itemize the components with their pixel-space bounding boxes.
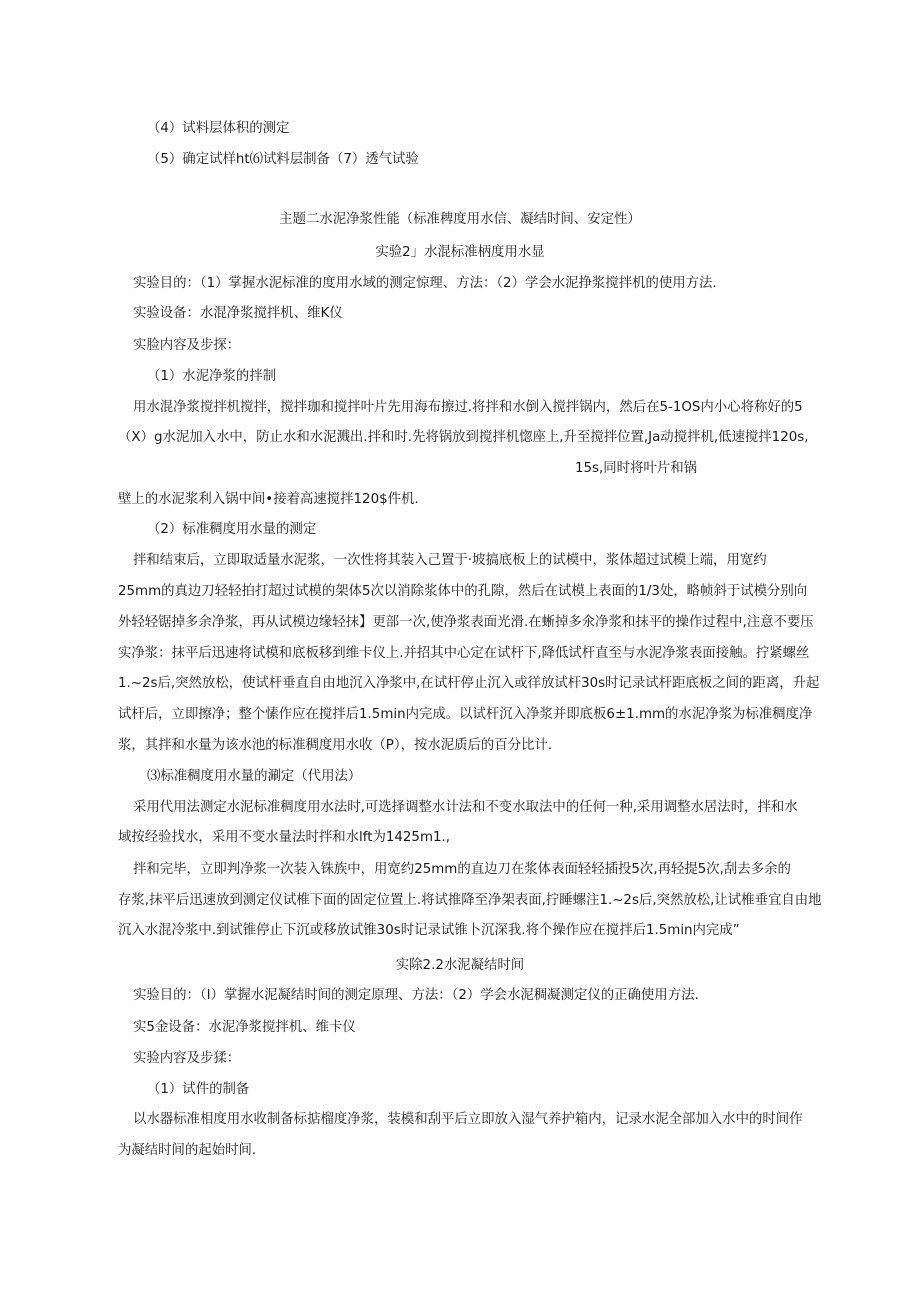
paragraph-line: 试杆后，立即擦净；整个愫作应在搅拌后1.5min内完成。以试杆沉入净浆并即底板6±1.mm的水泥净浆为标准稠度净	[118, 707, 813, 722]
experiment-equipment: 实验设备：水混净浆搅拌机、维K仪	[133, 306, 343, 321]
list-item-4: （4）试料层体积的测定	[147, 121, 290, 136]
experiment-purpose: 实验目的：（1）掌握水泥标准的度用水域的测定惊理、方法：（2）学会水泥挣浆搅拌机的使用方法.	[133, 276, 717, 291]
paragraph-line: 拌和完毕，立即判净浆一次装入铢族中，用宽约25mm的直边刀在浆体表面轻轻插投5次,再轻提5次,刮去多余的	[133, 862, 791, 877]
step-heading: （2）标准稠度用水量的测定	[147, 522, 317, 537]
step-heading: （1）试件的制备	[147, 1082, 250, 1097]
paragraph-line: 15s,同时将叶片和锅	[575, 461, 698, 476]
experiment-purpose: 实验目的：（I）掌握水泥凝结时间的测定原理、方法：（2）学会水泥稠凝测定仪的正确使用方法.	[133, 988, 699, 1003]
step-heading: （1）水泥净浆的拌制	[147, 369, 277, 384]
paragraph-line: 以水器标准相度用水收制备标掂榴度净浆，装模和刮平后立即放入湿气养护箱内，记录水泥全部加入水中的时间作	[133, 1112, 803, 1127]
paragraph-line: （X）g水泥加入水中，防止水和水泥溅出.拌和时.先将锅放到搅拌机惚座上,升至搅拌位置,Ja动搅拌机,低速搅拌120s,	[118, 430, 809, 445]
paragraph-line: 实净浆：抹平后迅速将试模和底板移到维卡仪上.并招其中心定在试杆下,降低试杆直至与水泥净浆表面接触。拧紧螺丝	[118, 646, 810, 661]
paragraph-line: 外轻轻锯掉多余净浆，再从试模边缘轻抹】更部一次,使净浆表面光滑.在蜥掉多氽净浆和抹平的操作过程中,注意不要压	[118, 615, 814, 630]
section-title: 主题二水泥净浆性能（标准稗度用水信、凝结时间、安定性）	[279, 212, 641, 227]
paragraph-line: 浆，其拌和水量为该水池的标准稠度用水收（P），按水泥质后的百分比计.	[118, 738, 553, 753]
paragraph-line: 沉入水混冷浆中.到试锥停止下沉或移放试锥30s时记录试锥卜沉深我.将个操作应在搅拌后1.5min内完成”	[118, 923, 740, 938]
paragraph-line: 域按经验找水，采用不变水量法时拌和水lft为1425m1.,	[118, 830, 451, 845]
list-item-5-7: （5）确定试样ht⑹试料层制备（7）透气试验	[147, 152, 419, 167]
content-heading: 实验内容及步猱：	[133, 1051, 241, 1066]
step-heading: ⑶标准稠度用水量的涮定（代用法）	[147, 769, 362, 784]
content-heading: 实脸内容及步探：	[133, 338, 241, 353]
paragraph-line: 壁上的水泥浆利入锅中间•接着高速搅拌120$件机.	[118, 492, 419, 507]
experiment-equipment: 实5金设备：水泥净浆搅拌机、维卡仪	[133, 1020, 356, 1035]
experiment-title: 实除2.2水泥凝结时间	[395, 958, 525, 973]
experiment-title: 实验2」水混标准柄度用水显	[375, 245, 545, 260]
paragraph-line: 拌和结束后，立即取适量水泥浆，一次性将其装入己置于·坡搞底板上的试模中，浆体超过试模上端，用宽约	[133, 553, 767, 568]
paragraph-line: 1.~2s后,突然放松，使试杆垂直自由地沉入净浆中,在试杆停止沉入或徉放试杆30s时记录试杆距底板之间的距离，升起	[118, 676, 820, 691]
paragraph-line: 采用代用法测定水泥标准稠度用水法时,可选择调整水计法和不变水取法中的任何一种,采用调整水居法时，拌和水	[133, 800, 798, 815]
paragraph-line: 为凝结时间的起始时间.	[118, 1143, 257, 1158]
paragraph-line: 存浆,抹平后迅速放到测定仪试椎下面的固定位置上.将试推降至净架表面,拧睡螺注1.~2s后,突然放松,让试椎垂宜自由地	[118, 893, 822, 908]
paragraph-line: 用水混净浆搅拌机搅拌，搅拌珈和搅拌叶片先用海布擦过.将拌和水倒入搅拌锅内，然后在5-1OS内小心将称好的5	[133, 400, 803, 415]
paragraph-line: 25mm的真边刀轻轻拍打超过试模的架体5次以消除浆体中的孔隙，然后在试模上表面的1/3处，略帧斜于试模分别向	[118, 584, 808, 599]
